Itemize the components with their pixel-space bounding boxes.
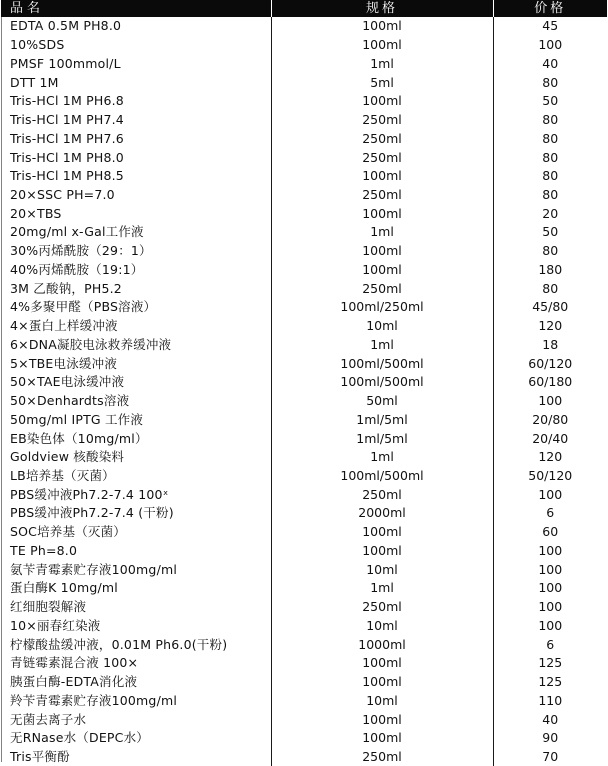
product-name-cell: 30%丙烯酰胺（29：1） bbox=[1, 242, 271, 261]
spec-cell: 1000ml bbox=[271, 635, 493, 654]
spec-cell: 100ml bbox=[271, 673, 493, 692]
spec-cell: 100ml bbox=[271, 261, 493, 280]
price-cell: 125 bbox=[538, 655, 563, 671]
table-row bbox=[1, 298, 607, 317]
product-name-cell: PMSF 100mmol/L bbox=[1, 54, 271, 73]
spec-cell: 1ml/5ml bbox=[271, 429, 493, 448]
table-row bbox=[1, 373, 607, 392]
price-cell: 110 bbox=[538, 692, 563, 708]
table-row bbox=[1, 542, 607, 561]
price-cell: 120 bbox=[538, 318, 563, 334]
price-cell: 100 bbox=[538, 561, 563, 577]
price-cell: 45/80 bbox=[532, 299, 569, 315]
price-cell: 125 bbox=[538, 674, 563, 690]
table-row bbox=[1, 167, 607, 186]
price-cell: 50 bbox=[542, 93, 559, 109]
table-row bbox=[1, 223, 607, 242]
price-cell: 80 bbox=[542, 149, 559, 165]
spec-cell: 100ml/500ml bbox=[271, 373, 493, 392]
price-cell: 60/180 bbox=[528, 374, 573, 390]
table-row bbox=[1, 729, 607, 748]
price-cell: 100 bbox=[538, 599, 563, 615]
table-row bbox=[1, 111, 607, 130]
table-row bbox=[1, 748, 607, 766]
header-name: 品名 bbox=[1, 0, 271, 17]
table-row bbox=[1, 92, 607, 111]
price-cell: 60/120 bbox=[528, 355, 573, 371]
spec-cell: 2000ml bbox=[271, 504, 493, 523]
table-row bbox=[1, 635, 607, 654]
spec-cell: 5ml bbox=[271, 73, 493, 92]
product-name-cell: Goldview 核酸染料 bbox=[1, 448, 271, 467]
product-name-cell: 羚苄青霉素贮存液100mg/ml bbox=[1, 691, 271, 710]
table-row bbox=[1, 691, 607, 710]
price-cell: 100 bbox=[538, 542, 563, 558]
price-cell: 100 bbox=[538, 393, 563, 409]
price-cell: 80 bbox=[542, 112, 559, 128]
spec-cell: 250ml bbox=[271, 485, 493, 504]
table-row bbox=[1, 710, 607, 729]
price-cell: 50 bbox=[542, 224, 559, 240]
spec-cell: 10ml bbox=[271, 560, 493, 579]
table-row bbox=[1, 354, 607, 373]
table-header bbox=[1, 0, 607, 17]
table-row bbox=[1, 261, 607, 280]
spec-cell: 250ml bbox=[271, 279, 493, 298]
spec-cell: 1ml bbox=[271, 223, 493, 242]
price-cell: 60 bbox=[542, 524, 559, 540]
spec-cell: 250ml bbox=[271, 148, 493, 167]
spec-cell: 100ml/500ml bbox=[271, 354, 493, 373]
header-price: 价格 bbox=[493, 0, 607, 17]
table-row bbox=[1, 17, 607, 36]
product-name-cell: 红细胞裂解液 bbox=[1, 598, 271, 617]
spec-cell: 100ml bbox=[271, 17, 493, 36]
table-body bbox=[1, 17, 607, 766]
product-name-cell: Tris平衡酚 bbox=[1, 748, 271, 766]
spec-cell: 1ml bbox=[271, 54, 493, 73]
spec-cell: 100ml bbox=[271, 654, 493, 673]
spec-cell: 100ml bbox=[271, 92, 493, 111]
price-table bbox=[1, 0, 607, 766]
price-cell: 20 bbox=[542, 205, 559, 221]
table-row bbox=[1, 504, 607, 523]
product-name-cell: 无菌去离子水 bbox=[1, 710, 271, 729]
left-border-line bbox=[1, 17, 2, 762]
price-cell: 40 bbox=[542, 55, 559, 71]
price-cell: 80 bbox=[542, 186, 559, 202]
spec-cell: 100ml bbox=[271, 710, 493, 729]
product-name-cell: LB培养基（灭菌） bbox=[1, 467, 271, 486]
spec-cell: 250ml bbox=[271, 186, 493, 205]
spec-cell: 100ml bbox=[271, 167, 493, 186]
price-cell: 6 bbox=[546, 636, 555, 652]
spec-cell: 100ml bbox=[271, 542, 493, 561]
product-name-cell: DTT 1M bbox=[1, 73, 271, 92]
price-cell: 80 bbox=[542, 280, 559, 296]
price-cell: 120 bbox=[538, 449, 563, 465]
product-name-cell: 50×Denhardts溶液 bbox=[1, 392, 271, 411]
table-row bbox=[1, 279, 607, 298]
price-cell: 70 bbox=[542, 749, 559, 764]
spec-cell: 100ml bbox=[271, 523, 493, 542]
product-name-cell: Tris-HCl 1M PH7.6 bbox=[1, 129, 271, 148]
price-cell: 20/40 bbox=[532, 430, 569, 446]
spec-cell: 250ml bbox=[271, 129, 493, 148]
product-name-cell: PBS缓冲液Ph7.2-7.4 100ˣ bbox=[1, 485, 271, 504]
price-cell: 180 bbox=[538, 261, 563, 277]
table-row bbox=[1, 186, 607, 205]
price-cell: 80 bbox=[542, 130, 559, 146]
table-row bbox=[1, 73, 607, 92]
header-row bbox=[1, 0, 607, 17]
product-name-cell: 50mg/ml IPTG 工作液 bbox=[1, 410, 271, 429]
product-name-cell: 20×SSC PH=7.0 bbox=[1, 186, 271, 205]
price-cell: 100 bbox=[538, 486, 563, 502]
product-name-cell: 50×TAE电泳缓冲液 bbox=[1, 373, 271, 392]
header-spec: 规格 bbox=[271, 0, 493, 17]
table-row bbox=[1, 485, 607, 504]
price-cell: 45 bbox=[542, 18, 559, 34]
spec-cell: 10ml bbox=[271, 691, 493, 710]
price-cell: 90 bbox=[542, 730, 559, 746]
price-cell: 100 bbox=[538, 37, 563, 53]
product-name-cell: 柠檬酸盐缓冲液，0.01M Ph6.0(干粉) bbox=[1, 635, 271, 654]
product-name-cell: 4%多聚甲醛（PBS溶液） bbox=[1, 298, 271, 317]
product-name-cell: Tris-HCl 1M PH8.5 bbox=[1, 167, 271, 186]
price-cell: 80 bbox=[542, 168, 559, 184]
product-name-cell: 10×丽春红染液 bbox=[1, 617, 271, 636]
product-name-cell: 6×DNA凝胶电泳救养缓冲液 bbox=[1, 335, 271, 354]
spec-cell: 1ml/5ml bbox=[271, 410, 493, 429]
spec-cell: 100ml bbox=[271, 204, 493, 223]
product-name-cell: 3M 乙酸钠，PH5.2 bbox=[1, 279, 271, 298]
table-row bbox=[1, 429, 607, 448]
price-cell: 100 bbox=[538, 617, 563, 633]
table-row bbox=[1, 36, 607, 55]
spec-cell: 1ml bbox=[271, 579, 493, 598]
table-row bbox=[1, 148, 607, 167]
product-name-cell: Tris-HCl 1M PH6.8 bbox=[1, 92, 271, 111]
table-row bbox=[1, 579, 607, 598]
price-cell: 50/120 bbox=[528, 467, 573, 483]
product-name-cell: TE Ph=8.0 bbox=[1, 542, 271, 561]
table-row bbox=[1, 617, 607, 636]
spec-cell: 1ml bbox=[271, 448, 493, 467]
product-name-cell: 青链霉素混合液 100× bbox=[1, 654, 271, 673]
spec-cell: 100ml bbox=[271, 36, 493, 55]
product-name-cell: 5×TBE电泳缓冲液 bbox=[1, 354, 271, 373]
table-row bbox=[1, 654, 607, 673]
product-name-cell: EDTA 0.5M PH8.0 bbox=[1, 17, 271, 36]
table-row bbox=[1, 129, 607, 148]
spec-cell: 1ml bbox=[271, 335, 493, 354]
table-row bbox=[1, 392, 607, 411]
spec-cell: 50ml bbox=[271, 392, 493, 411]
product-name-cell: Tris-HCl 1M PH8.0 bbox=[1, 148, 271, 167]
spec-cell: 100ml/250ml bbox=[271, 298, 493, 317]
price-cell: 20/80 bbox=[532, 411, 569, 427]
product-name-cell: 胰蛋白酶-EDTA消化液 bbox=[1, 673, 271, 692]
spec-cell: 250ml bbox=[271, 598, 493, 617]
product-name-cell: Tris-HCl 1M PH7.4 bbox=[1, 111, 271, 130]
product-name-cell: 蛋白酶K 10mg/ml bbox=[1, 579, 271, 598]
spec-cell: 250ml bbox=[271, 111, 493, 130]
table-row bbox=[1, 448, 607, 467]
table-row bbox=[1, 317, 607, 336]
spec-cell: 250ml bbox=[271, 748, 493, 766]
spec-cell: 10ml bbox=[271, 617, 493, 636]
product-name-cell: SOC培养基（灭菌） bbox=[1, 523, 271, 542]
price-cell: 6 bbox=[546, 505, 555, 521]
product-name-cell: 氨苄青霉素贮存液100mg/ml bbox=[1, 560, 271, 579]
table-row bbox=[1, 467, 607, 486]
table-row bbox=[1, 335, 607, 354]
product-name-cell: 20mg/ml x-Gal工作液 bbox=[1, 223, 271, 242]
price-cell: 18 bbox=[542, 336, 559, 352]
price-cell: 100 bbox=[538, 580, 563, 596]
product-name-cell: EB染色体（10mg/ml） bbox=[1, 429, 271, 448]
table-row bbox=[1, 673, 607, 692]
spec-cell: 100ml bbox=[271, 729, 493, 748]
table-row bbox=[1, 560, 607, 579]
price-cell: 80 bbox=[542, 243, 559, 259]
product-name-cell: 40%丙烯酰胺（19:1） bbox=[1, 261, 271, 280]
table-row bbox=[1, 204, 607, 223]
product-name-cell: 4×蛋白上样缓冲液 bbox=[1, 317, 271, 336]
spec-cell: 100ml/500ml bbox=[271, 467, 493, 486]
price-cell: 80 bbox=[542, 74, 559, 90]
spec-cell: 10ml bbox=[271, 317, 493, 336]
table-row bbox=[1, 523, 607, 542]
product-name-cell: 20×TBS bbox=[1, 204, 271, 223]
product-name-cell: 10%SDS bbox=[1, 36, 271, 55]
table-row bbox=[1, 54, 607, 73]
table-row bbox=[1, 242, 607, 261]
product-name-cell: 无RNase水（DEPC水） bbox=[1, 729, 271, 748]
price-cell: 40 bbox=[542, 711, 559, 727]
table-row bbox=[1, 410, 607, 429]
spec-cell: 100ml bbox=[271, 242, 493, 261]
product-name-cell: PBS缓冲液Ph7.2-7.4 (干粉) bbox=[1, 504, 271, 523]
table-row bbox=[1, 598, 607, 617]
